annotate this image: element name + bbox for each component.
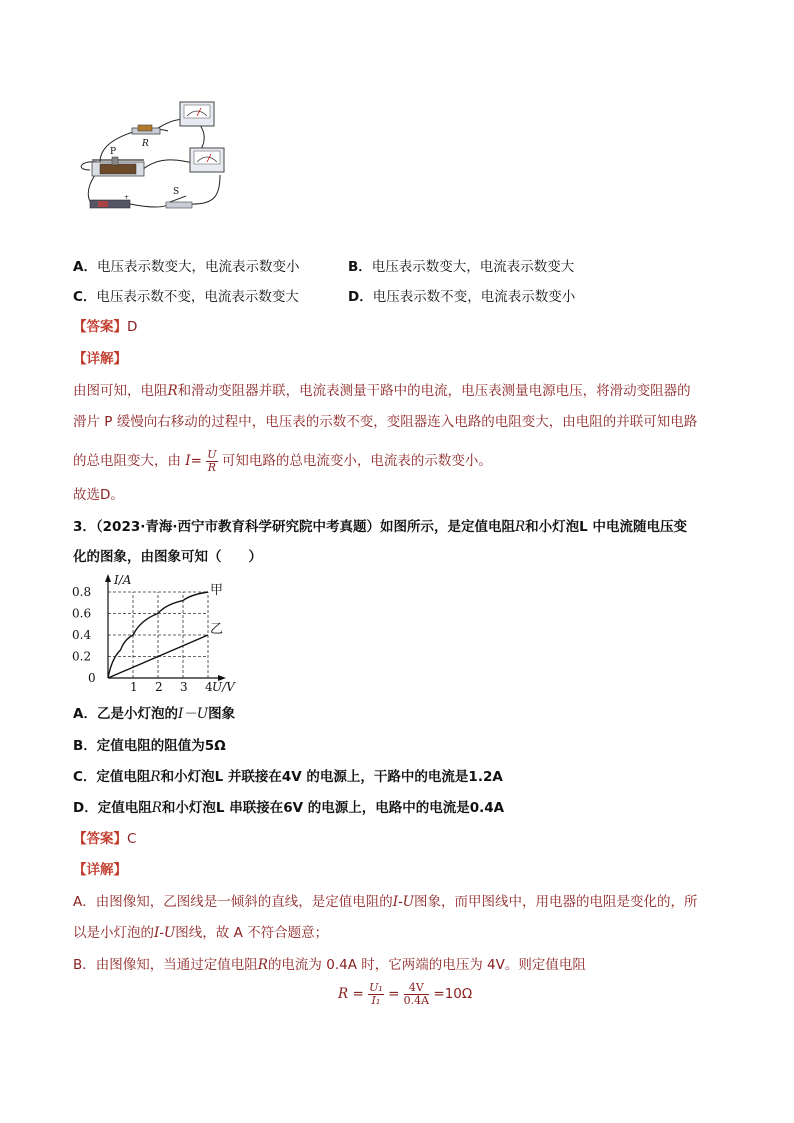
q2-option-d: D．电压表示数不变，电流表示数变小 bbox=[348, 289, 576, 305]
svg-text:+: + bbox=[124, 194, 130, 201]
q3-option-a: A．乙是小灯泡的I－U图象 bbox=[73, 706, 236, 722]
q2-detail-line2: 滑片 P 缓慢向右移动的过程中，电压表的示数不变，变阻器连入电路的电阻变大，由电阻的并联可知电路 bbox=[73, 414, 698, 430]
label-p: P bbox=[110, 147, 117, 157]
y-axis-label: I/A bbox=[114, 573, 132, 587]
q2-option-c: C．电压表示数不变，电流表示数变大 bbox=[73, 289, 299, 305]
x-tick-label: 4 bbox=[205, 680, 213, 694]
x-tick-label: 2 bbox=[155, 680, 163, 694]
fraction-u1-i1: $\frac{\text{U₁}}{\text{I₁}}$ bbox=[369, 980, 383, 1007]
circuit-diagram bbox=[70, 100, 240, 215]
series-label: 甲 bbox=[210, 583, 224, 598]
y-tick-label: 0.6 bbox=[72, 606, 92, 621]
origin-label: 0 bbox=[88, 671, 96, 685]
q3-option-c: C．定值电阻R和小灯泡L 并联接在4V 的电源上，干路中的电流是1.2A bbox=[73, 769, 503, 785]
q3-stem-line2: 化的图象，由图象可知（ ） bbox=[73, 549, 262, 565]
resistance-formula: R = $\frac{\text{U₁}}{\text{I₁}}$ = $\frac{4V}{0.4A}$ =10Ω bbox=[338, 980, 473, 1007]
switch-s bbox=[166, 187, 192, 208]
x-tick-label: 3 bbox=[180, 680, 188, 694]
ammeter bbox=[180, 102, 214, 126]
y-tick-label: 0.4 bbox=[72, 628, 92, 642]
q3-detail-a-line1: A．由图像知，乙图线是一倾斜的直线，是定值电阻的I-U图象，而甲图线中，用电器的电阻是变化的，所 bbox=[73, 894, 698, 910]
label-s: S bbox=[173, 187, 180, 197]
fraction-4v-04a: $\frac{4V}{0.4A}$ bbox=[403, 980, 430, 1007]
voltmeter bbox=[190, 148, 224, 172]
q2-option-b: B．电压表示数变大，电流表示数变大 bbox=[348, 259, 575, 275]
q3-detail-a-line2: 以是小灯泡的I-U图线，故 A 不符合题意； bbox=[73, 925, 329, 941]
y-axis-arrow bbox=[105, 574, 111, 582]
q3-option-b: B．定值电阻的阻值为5Ω bbox=[73, 738, 226, 754]
q2-detail-line3: 的总电阻变大，由 I= $\frac{U}{R}$ 可知电路的总电流变小，电流表的示数变小。 bbox=[73, 447, 492, 474]
q3-option-d: D．定值电阻R和小灯泡L 串联接在6V 的电源上，电路中的电流是0.4A bbox=[73, 800, 505, 816]
ohms-law-fraction: $\frac{U}{R}$ bbox=[207, 447, 217, 474]
q3-detail-b-line1: B．由图像知，当通过定值电阻R的电流为 0.4A 时，它两端的电压为 4V。则定值电阻 bbox=[73, 957, 586, 973]
iu-chart bbox=[70, 572, 235, 700]
y-tick-label: 0.8 bbox=[72, 585, 92, 599]
q3-answer: 【答案】C bbox=[73, 831, 137, 847]
q2-option-a: A．电压表示数变大，电流表示数变小 bbox=[73, 259, 300, 275]
q2-detail-line1: 由图可知，电阻R和滑动变阻器并联，电流表测量干路中的电流，电压表测量电源电压，将滑动变阻器的 bbox=[73, 383, 691, 399]
q2-answer: 【答案】D bbox=[73, 319, 138, 335]
q2-conclusion: 故选D。 bbox=[73, 487, 124, 503]
x-axis-label: U/V bbox=[212, 680, 235, 694]
label-r: R bbox=[142, 139, 149, 149]
resistor-r bbox=[132, 125, 160, 149]
x-tick-label: 1 bbox=[130, 680, 138, 694]
q3-stem-line1: 3．（2023·青海·西宁市教育科学研究院中考真题）如图所示，是定值电阻R和小灯泡L 中电流随电压变 bbox=[73, 519, 687, 535]
q3-detail-label: 【详解】 bbox=[73, 862, 127, 878]
battery bbox=[90, 194, 130, 208]
series-label: 乙 bbox=[210, 622, 224, 637]
y-tick-label: 0.2 bbox=[72, 649, 92, 664]
q2-detail-label: 【详解】 bbox=[73, 351, 127, 367]
